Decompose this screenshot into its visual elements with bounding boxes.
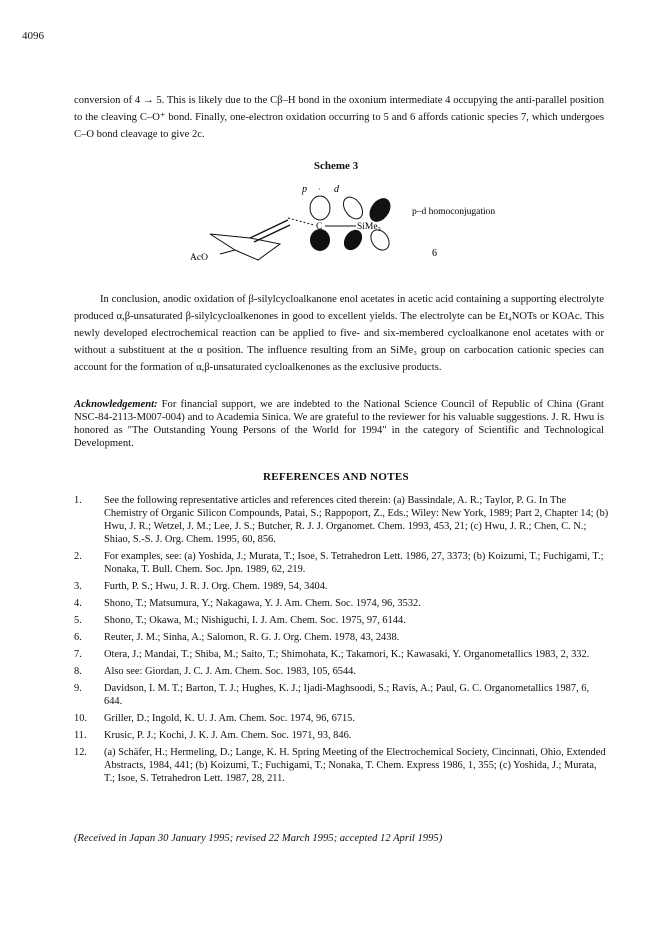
reference-item: 5. Shono, T.; Okawa, M.; Nishiguchi, I. J. Am. Chem. Soc. 1975, 97, 6144. (74, 615, 406, 626)
page-number: 4096 (22, 30, 44, 42)
reference-item: 3. Furth, P. S.; Hwu, J. R. J. Org. Chem. 1989, 54, 3404. (74, 581, 328, 592)
scheme-title: Scheme 3 (313, 160, 359, 172)
reference-item: 12. (a) Schäfer, H.; Hermeling, D.; Lange, K. H. Spring Meeting of the Electrochemical Society, Cincinnati, Ohio, Extended Abstracts, 1984, 441; (b) Koizumi, T.; Fuchigami, T.; Nonaka, T. Chem. Express 1986, 1, 355; (c) Yoshida, J.; Murata, T.; Isoe, S. Tetrahedron Lett. 1987, 28, 211. (74, 747, 606, 784)
paragraph-conclusion (74, 291, 604, 376)
compound-number: 6 (432, 248, 437, 259)
homoconjugation-label: p–d homoconjugation (412, 207, 496, 217)
scheme-3-diagram (180, 178, 550, 273)
aco-label: AcO (190, 253, 208, 263)
paragraph-conversion (74, 92, 604, 143)
reference-item: 1. See the following representative articles and references cited therein: (a) Bassindale, A. R.; Taylor, P. G. In The Chemistry of Organic Silicon Compounds, Patai, S.; Rappoport, Z., Eds.; Wiley: New York, 1989; Part 2, Chapter 14; (b) Hwu, J. R.; Wetzel, J. M.; Lee, J. S.; Butcher, R. J. J. Organomet. Chem. 1993, 453, 21; (c) Hwu, J. R.; Chen, C. N.; Shiao, S.-S. J. Org. Chem. 1995, 60, 856. (74, 495, 609, 545)
ring-skeleton (210, 234, 280, 260)
acknowledgement-title: Acknowledgement: (74, 399, 158, 410)
d-orbital-lobe-open-upper (340, 194, 367, 223)
aco-bond (220, 250, 235, 254)
reference-item: 11. Krusic, P. J.; Kochi, J. K. J. Am. Chem. Soc. 1971, 93, 846. (74, 730, 352, 741)
reference-item: 8. Also see: Giordan, J. C. J. Am. Chem. Soc. 1983, 105, 6544. (74, 666, 356, 677)
acknowledgement-text: For financial support, we are indebted to the National Science Council of Republic of China (Grant NSC-84-2113-M007-004) and to Academia Sinica. We are grateful to the reviewer for his valuable suggestions. J. R. Hwu is honored as "The Outstanding Young Persons of the World for 1994" in the category of Scientific and Technological Development. (74, 399, 604, 449)
reference-item: 2. For examples, see: (a) Yoshida, J.; Murata, T.; Isoe, S. Tetrahedron Lett. 1986, 27, 3373; (b) Koizumi, T.; Fuchigami, T.; Nonaka, T. Bull. Chem. Soc. Jpn. 1989, 62, 219. (74, 551, 604, 575)
paragraph-text: conversion of 4 → 5. This is likely due to the Cβ–H bond in the oxonium intermediate 4 occupying the anti-parallel position to the cleaving C–O⁺ bond. Finally, one-electron oxidation occurring to 5 and 6 affords cationic species 7, which undergoes C–O bond cleavage to give 2c. (74, 95, 604, 140)
p-orbital-lower-lobe (310, 229, 330, 251)
reference-item: 10. Griller, D.; Ingold, K. U. J. Am. Chem. Soc. 1974, 96, 6715. (74, 713, 355, 724)
p-orbital-label: p (302, 184, 307, 195)
reference-item: 9. Davidson, I. M. T.; Barton, T. J.; Hughes, K. J.; Ijadi-Maghsoodi, S.; Ravis, A.; Paul, G. C. Organometallics 1987, 6, 644. (74, 683, 590, 707)
acknowledgement-section (74, 398, 604, 450)
carbon-atom-label: C (316, 222, 323, 232)
dashed-bond (288, 218, 314, 225)
d-orbital-label: d (334, 184, 339, 195)
received-dates: (Received in Japan 30 January 1995; revised 22 March 1995; accepted 12 April 1995) (74, 833, 443, 844)
p-orbital-upper-lobe (310, 196, 330, 220)
reference-item: 7. Otera, J.; Mandai, T.; Shiba, M.; Saito, T.; Shimohata, K.; Takamori, K.; Kawasaki, Y. Organometallics 1983, 2, 332. (74, 649, 590, 660)
references-list (74, 494, 609, 789)
reference-item: 4. Shono, T.; Matsumura, Y.; Nakagawa, Y. J. Am. Chem. Soc. 1974, 96, 3532. (74, 598, 421, 609)
reference-item: 6. Reuter, J. M.; Sinha, A.; Salomon, R. G. J. Org. Chem. 1978, 43, 2438. (74, 632, 400, 643)
separator-dot: · (318, 185, 321, 194)
references-heading: REFERENCES AND NOTES (263, 471, 409, 483)
paragraph-text: In conclusion, anodic oxidation of β-silylcycloalkanone enol acetates in acetic acid containing a supporting electrolyte produced α,β-unsaturated β-silylcycloalkenones in good to excellent yields. The electrolyte can be Et₄NOTs or KOAc. This newly developed electrochemical reaction can be applied to five- and six-membered cycloalkanone enol acetates with or without a substituent at the α position. The influence resulting from an SiMe₃ group on carbocation cationic species can account for the formation of α,β-unsaturated cycloalkenones as the exclusive products. (74, 294, 604, 373)
sime3-label: SiMe₃ (357, 222, 381, 232)
